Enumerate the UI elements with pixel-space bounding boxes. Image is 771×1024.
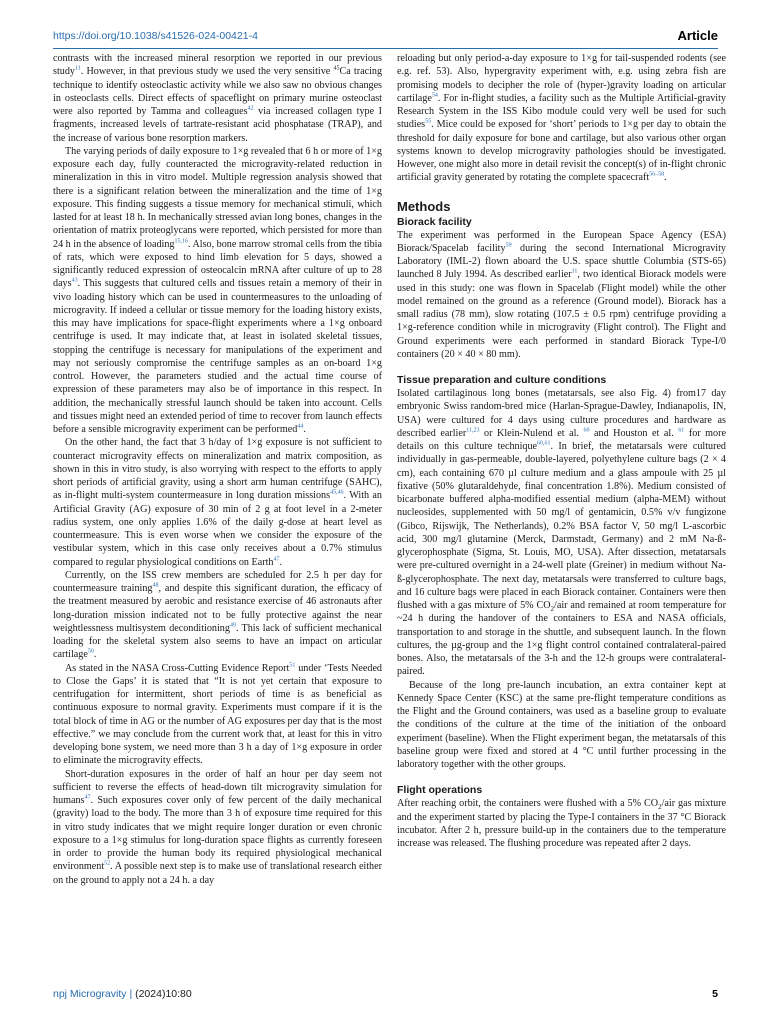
section-label: Article bbox=[677, 28, 718, 43]
page-number: 5 bbox=[712, 988, 718, 1000]
flight-heading: Flight operations bbox=[397, 784, 483, 797]
page-footer bbox=[53, 988, 718, 1004]
doi-link[interactable]: https://doi.org/10.1038/s41526-024-00421-4 bbox=[53, 30, 258, 42]
left-paragraph-2: The varying periods of daily exposure to 1×g revealed that 6 h or more of 1×g exposure each day, fully counteracted the microgravity-related reduction in mineralization in this in vitro model. Multiple regression analysis showed that there is a significant relation between the mineralization and the time of 1×g exposure. This finding suggests a tissue memory for mechanical stimuli, which lasted for at least 18 h. In mechanically stressed avian long bones, changes in the orientation of matrix proteoglycans were reported, which persisted for more than 24 h in the absence of loading$^{15,16}$. Also, bone marrow stromal cells from the tibia of rats, which were exposed to hind limb elevation for 5 days, showed a significantly reduced expression of osteocalcin mRNA after culture of up to 28 days$^{43}$. This suggests that cultured cells and tissues retain a memory of their in vivo loading history which can be used in countermeasures to the unloading of microgravity. If indeed a cellular or tissue memory for the loading history exists, this may have implications for space-flight experiments where a 1×g onboard centrifuge is used. It may indicate that, at least in isolated skeletal tissues, stopping the centrifuge is necessary for manipulations of the experiment and may not seriously compromise the centrifuge samples as an on-board 1×g control. However, the parameters studied and the actual time course of expression of these parameters may also be of importance in this respect. In addition, the mechanically stressful launch should be taken into account. Cells and tissues might need an extended period of time to recover from launch effects before a sensible microgravity experiment can be performed$^{44}$. bbox=[53, 145, 382, 435]
left-paragraph-4: Currently, on the ISS crew members are scheduled for 2.5 h per day for countermeasure training$^{48}$, and despite this significant duration, the efficacy of the treatment measured by aerobic and resistance exercise of 46 astronauts after long-duration mission indicated not to be fully protective against the near weightlessness multisystem deconditioning$^{49}$. This lack of sufficient mechanical loading for the skeletal system also seems to have an impact on articular cartilage$^{50}$. bbox=[53, 569, 383, 661]
left-paragraph-5: As stated in the NASA Cross-Cutting Evidence Report$^{51}$ under ‘Tests Needed to Close the Gaps’ it is stated that “It is not yet certain that exposure to centrifugation for intermittent, short periods of time is as beneficial as continuous exposure to normal gravity. Experiments must compare if it is the total block of time in AG or the number of AG exposures per day that is the most effective.” we may conclude from the current work that, at least for this in vitro developing bone system, we need more than 3 h a day of 1×g exposure in order to eliminate the microgravity effects. bbox=[53, 662, 382, 767]
journal-title: npj Microgravity bbox=[53, 988, 127, 1000]
left-column bbox=[53, 52, 382, 887]
flight-paragraph: After reaching orbit, the containers were flushed with a 5% $CO_2$/air gas mixture and the experiment started by placing the Type-I containers in the 37 °C Biorack incubator. After 2 h, pressure build-up in the containers due to the temperature increase was released. The flushing procedure was repeated after 2 days. bbox=[397, 798, 726, 849]
left-paragraph-6: Short-duration exposures in the order of half an hour per day seem not sufficient to reverse the effects of head-down tilt microgravity simulation for humans$^{47}$. Such exposures cover only of few percent of the daily mechanical (gravity) load to the body. The more than 3 h of exposure time required for this in vitro study indicates that we might require longer duration or even chronic exposure to a 1×g stimulus for long-duration space flights as currently foreseen in order to provide the human body its required physiological mechanical environment$^{52}$. A possible next step is to make use of translational research either on the ground to apply not a 24 h. a day bbox=[53, 768, 382, 886]
left-paragraph-1: contrasts with the increased mineral resorption we reported in our previous study$^{11}$. However, in that previous study we used the very sensitive $^{45}$Ca tracing technique to identify osteoclastic activity while we also saw no obvious changes in osteoclasts cells. Direct effects of spaceflight on primary murine osteoclast were also reported by Tamma and colleagues$^{42}$ via increased collagen type I fragments, increased levels of tartrate-resistant acid phosphatase (TRAP), and the increase of various bone resorption markers. bbox=[53, 53, 383, 144]
page-header bbox=[53, 28, 718, 48]
header-rule bbox=[53, 48, 718, 49]
methods-heading: Methods bbox=[397, 198, 451, 214]
tissue-paragraph-1: Isolated cartilaginous long bones (metatarsals, see also Fig. 4) from17 day embryonic Swiss random-bred mice (Harlan-Sprague-Dawley, Indianapolis, IN, USA) were cultured for 4 days using culture procedures and hardware as described earlier$^{11,23}$ or Klein-Nulend et al. $^{60}$ and Houston et al. $^{61}$ for more details on this culture technique$^{60,61}$. In brief, the metatarsals were cultured individually in gas-permeable, double-layered, polyethylene culture bags (2 × 4 cm), each containing 670 µl culture medium and a glass ampoule with 25 µl fixative (50% glutaraldehyde, final concentration 1.8%). Medium consisted of bicarbonate buffered alpha-modified essential medium (alpha-MEM) without nucleosides, supplemented with 50 mg/l of gentamicin, 0.5% v/v fungizone (Gibco, Rijswijk, The Netherlands), 0.2% BSA factor V, 50 mg/l L-ascorbic acid, 300 mg/l glutamine (Merck, Darmstadt, Germany) and 2 mM Na-ß-glycerophosphate (Sigma, St. Louis, MO, USA). After dissection, metatarsals were pre-cultured overnight in a 24-well plate (Greiner) in medium without Na-ß-glycerophosphate. The next day, metatarsals were transferred to culture bags, and 16 culture bags were placed in each Biorack container. Containers were then flushed with a gas mixture of 5% $CO_2$/air and remained at room temperature for ~24 h during the handover of the containers to ESA and NASA officials, transportation to and storage in the shuttle, and subsequent launch. In the flown cultures, the µg-group and the 1×g flight control contained contralateral-paired bones. Also, the metatarsals of the 3-h and the 12-h groups were contralateral-paired. bbox=[397, 388, 726, 678]
right-column bbox=[397, 52, 726, 850]
biorack-paragraph: The experiment was performed in the European Space Agency (ESA) Biorack/Spacelab facility$^{59}$ during the second International Microgravity Laboratory (IML-2) flown aboard the U.S. space shuttle Columbia (STS-65) launched 8 July 1994. As described earlier$^{11}$, two identical Biorack models were used in this study: one was flown in Spacelab (Flight model) while the other model remained on the ground as a reference (Ground model). Biorack has a small radius (78 mm), slow rotating (107.5 ± 0.5 rpm) centrifuge providing a 1×g-reference condition while in microgravity (Flight control). The Flight and Ground experiments were each performed in standard Biorack Type-I/0 containers (20 × 40 × 80 mm). bbox=[397, 229, 726, 360]
right-paragraph-1: reloading but only period-a-day exposure to 1×g for tail-suspended rodents (see e.g. ref. 53). Also, hypergravity experiment with, e.g. using zebra fish are promising models to decipher the role of (hyper-)gravity loading on articular cartilage$^{54}$. For in-flight studies, a facility such as the Multiple Artificial-gravity Research System in the ISS Kibo module could very well be used for such studies$^{55}$. Mice could be exposed for ‘short’ periods to 1×g per day to obtain the threshold for daily exposure for bone and cartilage, but also various other organ systems known to develop microgravity pathologies should be investigated. However, one might also more in detail revisit the concept(s) of in-flight chronic artificial gravity generated by rotating the complete spacecraft$^{56-58}$. bbox=[397, 53, 726, 184]
left-paragraph-3: On the other hand, the fact that 3 h/day of 1×g exposure is not sufficient to counteract microgravity effects on mineralization and matrix composition, as shown in this in vitro study, is also worrying with respect to the efforts to apply short periods of artificial gravity, using a short arm human centrifuge (SAHC), as in-flight multi-system countermeasure in long duration missions$^{45,46}$. With an Artificial Gravity (AG) exposure of 30 min of 2 g at foot level in a 2-meter radius system, one only applies 1.6% of the daily g-dose at heart level as countermeasure. This is even worse when we consider the exposure of the vestibular system, which in this case only receives about a 0.7% stimulus compared to regular physiological conditions on Earth$^{47}$. bbox=[53, 437, 382, 568]
journal-citation: (2024)10:80 bbox=[135, 988, 192, 1000]
journal-name[interactable]: npj Microgravity | (2024)10:80 bbox=[53, 988, 192, 1000]
tissue-heading: Tissue preparation and culture conditions bbox=[397, 374, 607, 386]
tissue-paragraph-2: Because of the long pre-launch incubation, an extra container kept at Kennedy Space Center (KSC) at the same pre-flight temperature conditions as the Flight and the Ground containers, was used as a baseline group to evaluate the conditions of the culture at the time of the initiation of the onboard experiment (baseline). When the Flight experiment began, the metatarsals of this baseline group were fixed and stored at 4 °C until further processing in the laboratory together with the other groups. bbox=[397, 679, 726, 770]
biorack-heading: Biorack facility bbox=[397, 215, 472, 228]
